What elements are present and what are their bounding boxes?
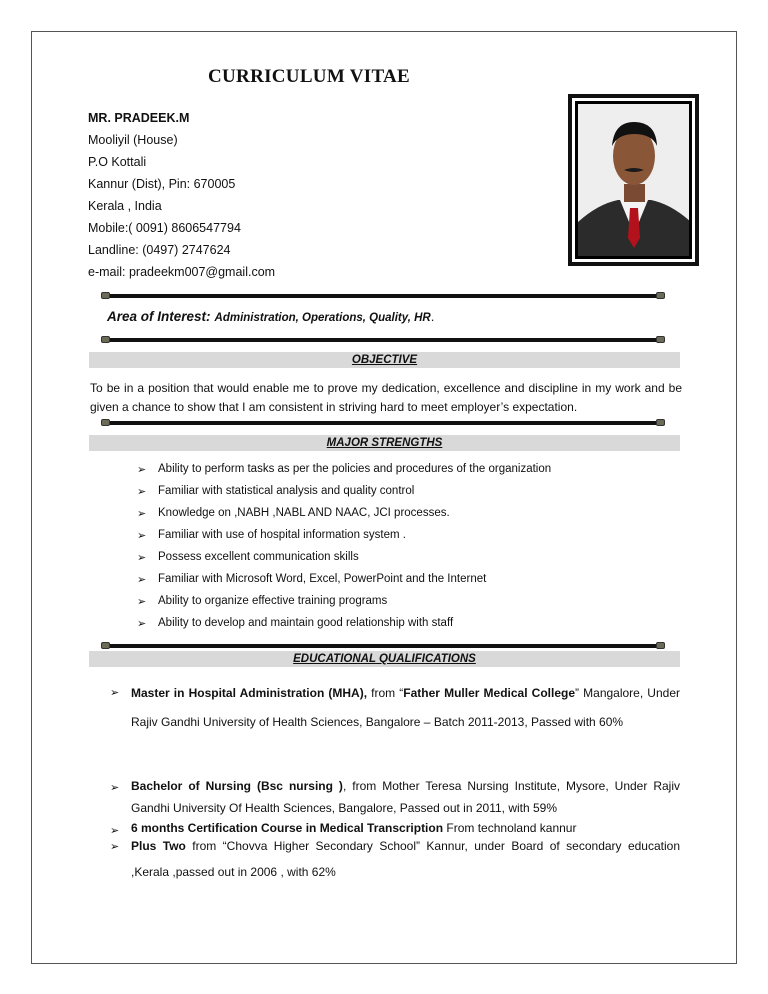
strengths-heading: MAJOR STRENGTHS (89, 435, 680, 451)
profile-photo-frame (568, 94, 699, 266)
arrow-bullet-icon: ➢ (137, 618, 147, 630)
area-of-interest (107, 309, 434, 324)
objective-heading: OBJECTIVE (89, 352, 680, 368)
education-item: ➢ Master in Hospital Administration (MHA), from “Father Muller Medical College” Mangalore, Under Rajiv Gandhi University of Health Sciences, Bangalore – Batch 2011-2013, Passed with 60% (110, 679, 680, 737)
address-line: Kerala , India (88, 199, 162, 213)
education-item: ➢ Bachelor of Nursing (Bsc nursing ), from Mother Teresa Nursing Institute, Mysore, Under Rajiv Gandhi University Of Health Sciences, Bangalore, Passed out in 2011, with 59% (110, 779, 681, 815)
applicant-name: MR. PRADEEK.M (88, 111, 190, 125)
arrow-bullet-icon: ➢ (110, 841, 120, 853)
arrow-bullet-icon: ➢ (137, 552, 147, 564)
arrow-bullet-icon: ➢ (137, 486, 147, 498)
mobile-number: Mobile:( 0091) 8606547794 (88, 221, 241, 235)
section-rule (102, 421, 664, 425)
profile-photo (578, 104, 689, 256)
arrow-bullet-icon: ➢ (137, 464, 147, 476)
arrow-bullet-icon: ➢ (110, 825, 120, 837)
arrow-bullet-icon: ➢ (110, 687, 120, 699)
section-rule (102, 294, 664, 298)
interest-end: . (430, 309, 435, 324)
education-item: ➢ 6 months Certification Course in Medical Transcription From technoland kannur (110, 818, 680, 839)
section-rule (102, 644, 664, 648)
interest-value: Administration, Operations, Quality, HR (214, 312, 431, 324)
section-rule (102, 338, 664, 342)
arrow-bullet-icon: ➢ (137, 574, 147, 586)
address-line: Kannur (Dist), Pin: 670005 (88, 177, 236, 191)
objective-text: To be in a position that would enable me to prove my dedication, excellence and discipline in my work and be given a chance to show that I am consistent in striving hard to meet employer’s expectation. (90, 381, 682, 414)
document-title: CURRICULUM VITAE (208, 66, 411, 87)
education-item: ➢ Plus Two from “Chovva Higher Secondary School” Kannur, under Board of secondary education ,Kerala ,passed out in 2006 , with 62% (110, 833, 680, 885)
education-heading: EDUCATIONAL QUALIFICATIONS (89, 651, 680, 667)
arrow-bullet-icon: ➢ (110, 782, 120, 794)
landline-number: Landline: (0497) 2747624 (88, 243, 231, 257)
address-line: P.O Kottali (88, 155, 147, 169)
email-address: e-mail: pradeekm007@gmail.com (88, 265, 276, 279)
arrow-bullet-icon: ➢ (137, 596, 147, 608)
arrow-bullet-icon: ➢ (137, 530, 147, 542)
arrow-bullet-icon: ➢ (137, 508, 147, 520)
address-line: Mooliyil (House) (88, 133, 178, 147)
interest-label: Area of Interest: (107, 309, 211, 324)
